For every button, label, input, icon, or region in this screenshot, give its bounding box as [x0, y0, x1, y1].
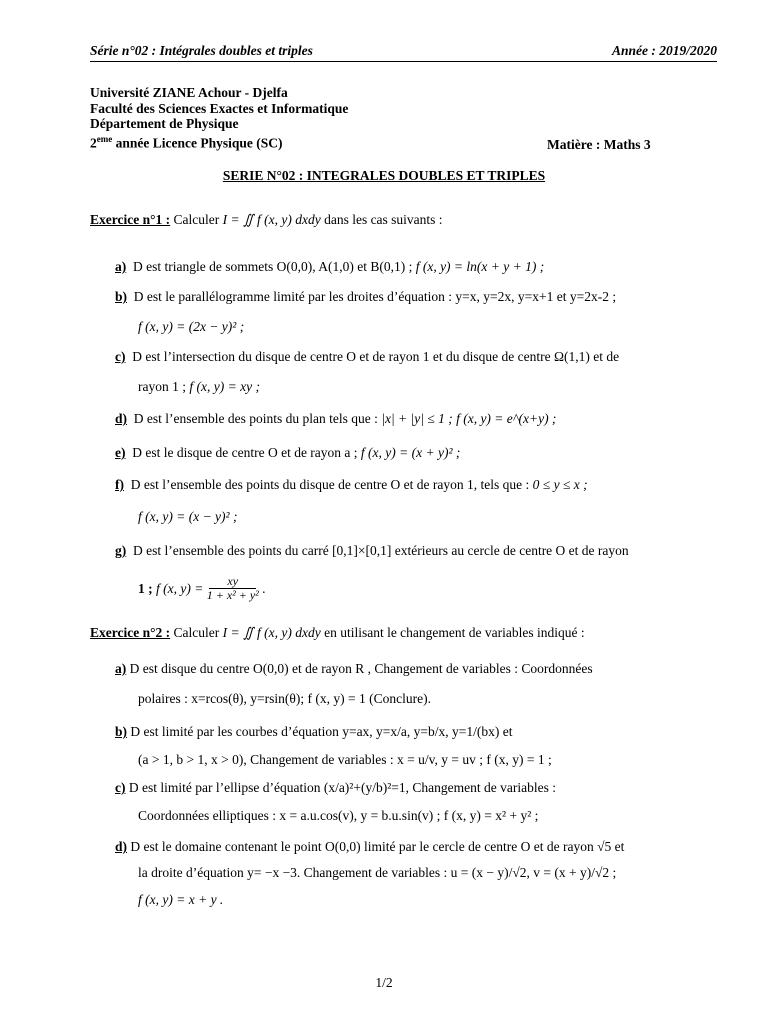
ex1-item-c: c) D est l’intersection du disque de centre O et de rayon 1 et du disque de centre Ω(1,1) et de — [115, 349, 620, 364]
ex2-intro: Exercice n°2 : Calculer I = ∬ f (x, y) dxdy en utilisant le changement de variables indiqué : — [90, 625, 585, 640]
university: Université ZIANE Achour - Djelfa — [90, 85, 288, 100]
running-header — [90, 43, 717, 62]
ex1-intro: Exercice n°1 : Calculer I = ∬ f (x, y) dxdy dans les cas suivants : — [90, 212, 443, 227]
ex2-item-d-function: f (x, y) = x + y . — [138, 892, 224, 907]
department: Département de Physique — [90, 116, 239, 131]
header-year: Année : 2019/2020 — [611, 43, 717, 58]
ex1-item-g-cont: 1 ; f (x, y) = $\frac{xy}{\text{1 + x² + y²}}$ . — [138, 574, 266, 602]
ex1-item-e: e) D est le disque de centre O et de rayon a ; f (x, y) = (x + y)² ; — [115, 445, 461, 460]
ex2-formula: I = ∬ f (x, y) dxdy — [222, 625, 321, 640]
ex2-item-c: c) D est limité par l’ellipse d’équation (x/a)²+(y/b)²=1, Changement de variables : — [115, 780, 556, 795]
ex2-item-c-cont: Coordonnées elliptiques : x = a.u.cos(v), y = b.u.sin(v) ; f (x, y) = x² + y² ; — [138, 808, 539, 823]
ex2-item-d: d) D est le domaine contenant le point O(0,0) limité par le cercle de centre O et de rayon √5 et — [115, 839, 625, 854]
ex1-item-a: a) D est triangle de sommets O(0,0), A(1,0) et B(0,1) ; f (x, y) = ln(x + y + 1) ; — [115, 259, 545, 274]
ex1-item-b: b) D est le parallélogramme limité par les droites d’équation : y=x, y=2x, y=x+1 et y=2x-2 ; — [115, 289, 617, 304]
ex1-item-f-function: f (x, y) = (x − y)² ; — [138, 509, 238, 524]
ex1-item-c-cont: rayon 1 ; f (x, y) = xy ; — [138, 379, 260, 394]
page-number: 1/2 — [375, 975, 393, 990]
ex1-item-g: g) D est l’ensemble des points du carré [0,1]×[0,1] extérieurs au cercle de centre O et de rayon — [115, 543, 629, 558]
ex1-item-d: d) D est l’ensemble des points du plan tels que : |x| + |y| ≤ 1 ; f (x, y) = e^(x+y) ; — [115, 411, 557, 426]
ex2-label: Exercice n°2 : — [90, 625, 171, 640]
ex1-label: Exercice n°1 : — [90, 212, 171, 227]
header-series: Série n°02 : Intégrales doubles et triples — [90, 43, 313, 58]
document-title: SERIE N°02 : INTEGRALES DOUBLES ET TRIPLES — [222, 168, 546, 183]
ex2-item-d-cont: la droite d’équation y= −x −3. Changement de variables : u = (x − y)/√2, v = (x + y)/√2 ; — [138, 865, 617, 880]
faculty: Faculté des Sciences Exactes et Informatique — [90, 100, 349, 116]
ex2-item-a-cont: polaires : x=rcos(θ), y=rsin(θ); f (x, y) = 1 (Conclure). — [138, 691, 431, 706]
subject: Matière : Maths 3 — [547, 137, 651, 152]
study-year: 2eme année Licence Physique (SC) — [90, 133, 283, 150]
ex2-item-b: b) D est limité par les courbes d’équation y=ax, y=x/a, y=b/x, y=1/(bx) et — [115, 724, 513, 739]
ex2-item-a: a) D est disque du centre O(0,0) et de rayon R , Changement de variables : Coordonnées — [115, 661, 593, 676]
ex1-item-b-function: f (x, y) = (2x − y)² ; — [138, 319, 245, 334]
institution-block — [90, 85, 348, 151]
ex1-formula: I = ∬ f (x, y) dxdy — [222, 212, 321, 227]
ex1-item-f: f) D est l’ensemble des points du disque de centre O et de rayon 1, tels que : 0 ≤ y ≤ x ; — [115, 477, 588, 492]
ex2-item-b-cont: (a > 1, b > 1, x > 0), Changement de variables : x = u/v, y = uv ; f (x, y) = 1 ; — [138, 752, 552, 767]
fraction: $\frac{xy}{\text{1 + x² + y²}}$ — [206, 574, 259, 602]
